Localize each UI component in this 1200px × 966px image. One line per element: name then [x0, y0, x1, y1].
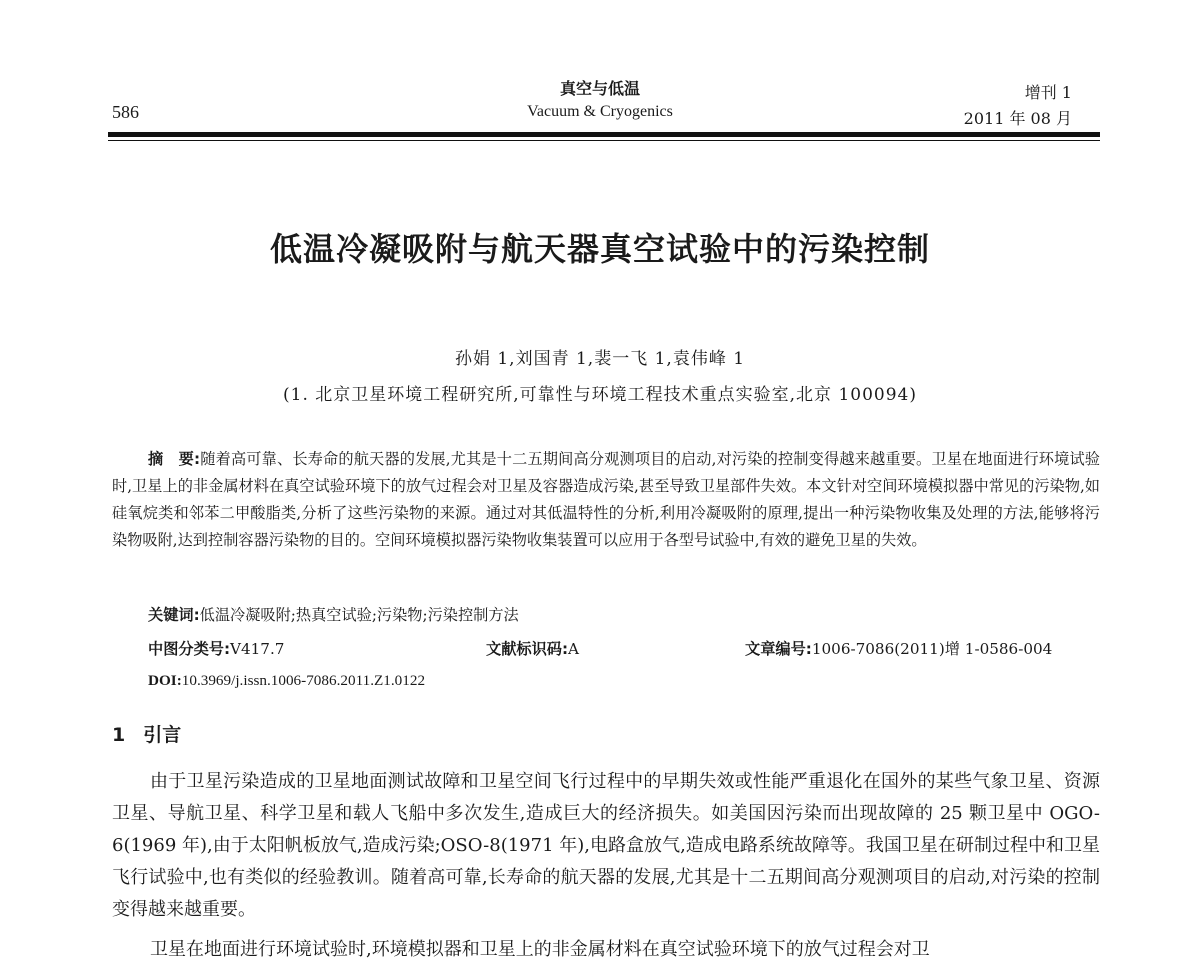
header-rule-thin — [108, 140, 1100, 141]
running-header-issue — [964, 80, 1072, 132]
keywords-label: 关键词: — [148, 606, 200, 624]
doi-label: DOI: — [148, 672, 182, 689]
doi-line — [148, 672, 425, 690]
abstract-label: 摘 要: — [148, 450, 201, 468]
article-number-value: 1006-7086(2011)增 1-0586-004 — [811, 640, 1053, 658]
abstract — [112, 446, 1100, 554]
affiliation: (1. 北京卫星环境工程研究所,可靠性与环境工程技术重点实验室,北京 100094) — [283, 385, 917, 405]
section-title: 引言 — [143, 724, 182, 746]
doi-value: 10.3969/j.issn.1006-7086.2011.Z1.0122 — [181, 672, 426, 689]
keywords-line — [148, 604, 519, 625]
keywords-value: 低温冷凝吸附;热真空试验;污染物;污染控制方法 — [199, 606, 519, 624]
article-number-line — [745, 638, 1052, 659]
abstract-text: 随着高可靠、长寿命的航天器的发展,尤其是十二五期间高分观测项目的启动,对污染的控制变得越来越重要。卫星在地面进行环境试验时,卫星上的非金属材料在真空试验环境下的放气过程会对卫星及容器造成污染,甚至导致卫星部件失效。本文针对空间环境模拟器中常见的污染物,如硅氧烷类和邻苯二甲酸脂类,分析了这些污染物的来源。通过对其低温特性的分析,利用冷凝吸附的原理,提出一种污染物收集及处理的方法,能够将污染物吸附,达到控制容器污染物的目的。空间环境模拟器污染物收集装置可以应用于各型号试验中,有效的避免卫星的失效。 — [112, 450, 1100, 549]
issue-label: 增刊 1 — [1024, 83, 1072, 102]
header-rule-thick — [108, 132, 1100, 137]
doc-code-value: A — [568, 640, 579, 658]
author-list: 孙娟 1,刘国青 1,裴一飞 1,袁伟峰 1 — [454, 349, 746, 369]
doc-code-line — [486, 638, 579, 659]
journal-name-en: Vacuum & Cryogenics — [527, 103, 673, 120]
journal-name-cn: 真空与低温 — [559, 79, 640, 98]
article-title: 低温冷凝吸附与航天器真空试验中的污染控制 — [269, 230, 930, 268]
article-number-label: 文章编号: — [745, 640, 812, 658]
body-paragraph-continued: 卫星在地面进行环境试验时,环境模拟器和卫星上的非金属材料在真空试验环境下的放气过程会对卫 — [150, 939, 930, 960]
clc-label: 中图分类号: — [148, 640, 231, 658]
issue-date: 2011 年 08 月 — [963, 109, 1072, 128]
body-paragraph: 由于卫星污染造成的卫星地面测试故障和卫星空间飞行过程中的早期失效或性能严重退化在国外的某些气象卫星、资源卫星、导航卫星、科学卫星和载人飞船中多次发生,造成巨大的经济损失。如美国因污染而出现故障的 25 颗卫星中 OGO-6(1969 年),由于太阳帆板放气,造成污染;OSO-8(1971 年),电路盒放气,造成电路系统故障等。我国卫星在研制过程中和卫星飞行试验中,也有类似的经验教训。随着高可靠,长寿命的航天器的发展,尤其是十二五期间高分观测项目的启动,对污染的控制变得越来越重要。 — [112, 771, 1100, 920]
running-header-journal — [470, 78, 730, 124]
clc-line — [148, 638, 284, 659]
section-number: 1 — [112, 724, 126, 746]
section-heading — [112, 720, 181, 747]
page-number: 586 — [112, 102, 139, 122]
clc-value: V417.7 — [230, 640, 285, 658]
doc-code-label: 文献标识码: — [486, 640, 569, 658]
